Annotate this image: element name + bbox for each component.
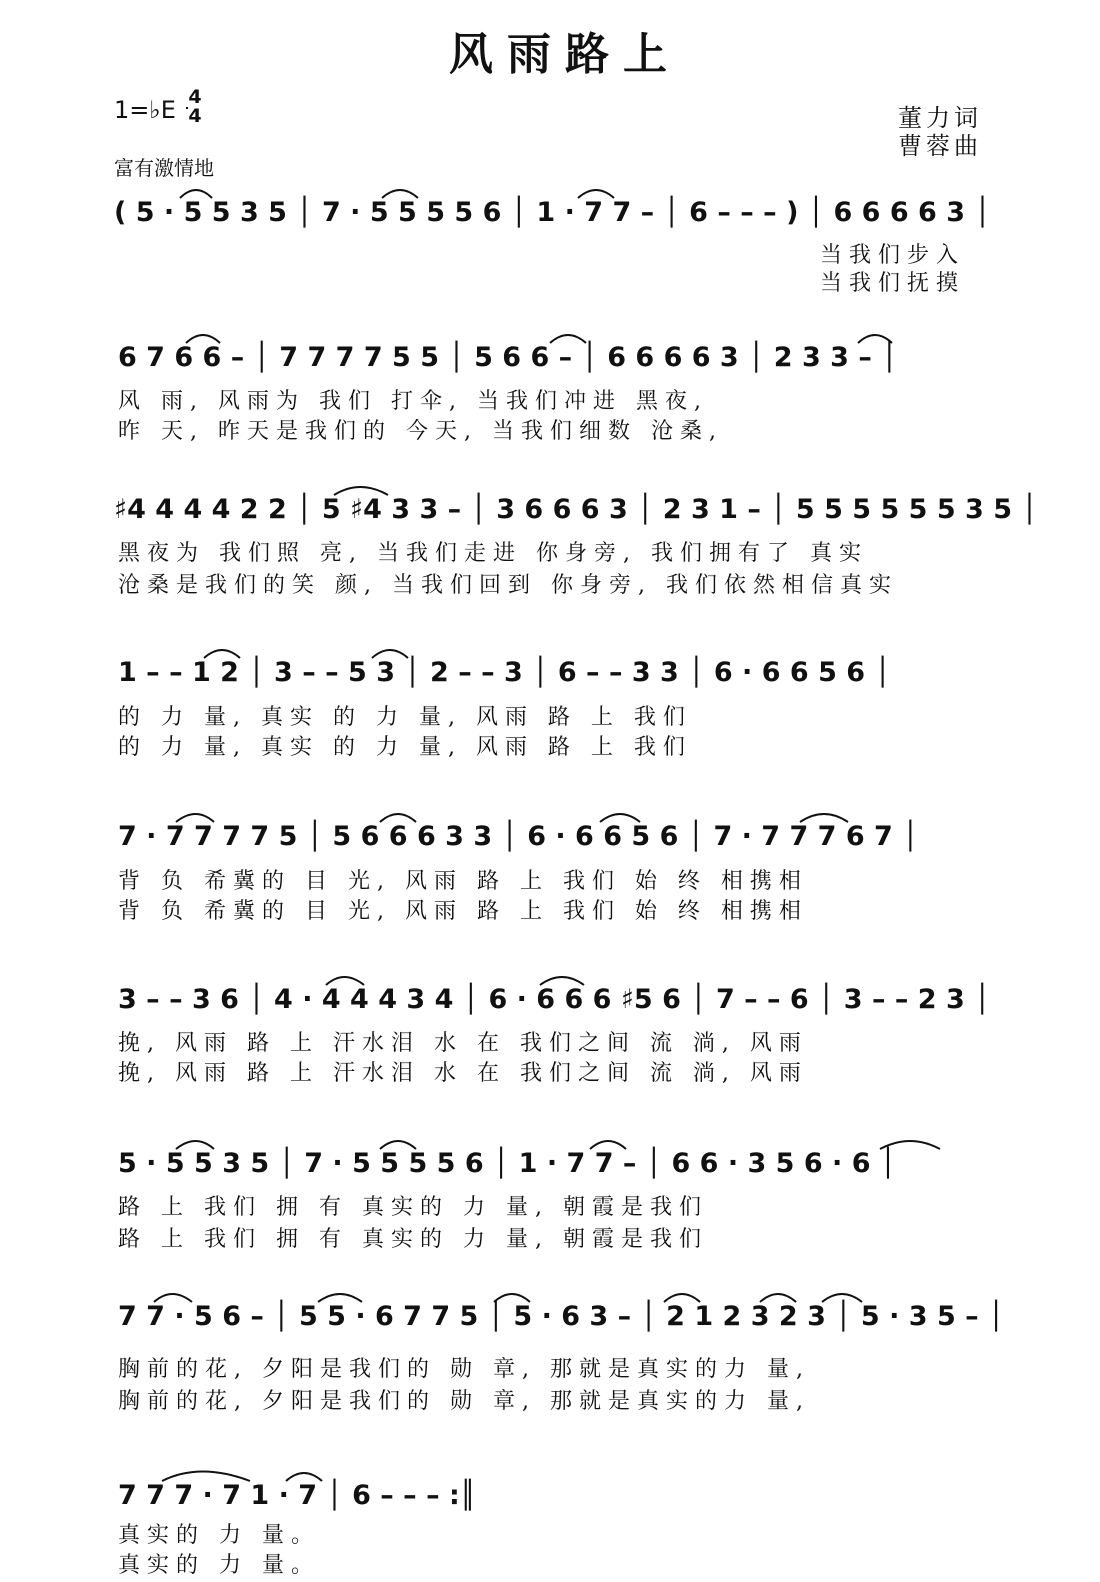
lyrics-verse1-line-2: 风 雨, 风雨为 我们 打伞, 当我们冲进 黑夜, <box>118 389 708 414</box>
lyrics-verse2-line-8: 胸前的花, 夕阳是我们的 勋 章, 那就是真实的力 量, <box>118 1389 810 1414</box>
lyrics-verse2-line-5: 背 负 希冀的 目 光, 风雨 路 上 我们 始 终 相携相 <box>118 899 808 924</box>
lyrics-verse2-line-4: 的 力 量, 真实 的 力 量, 风雨 路 上 我们 <box>118 735 692 760</box>
lyrics-verse1-line-6: 挽, 风雨 路 上 汗水泪 水 在 我们之间 流 淌, 风雨 <box>118 1031 808 1056</box>
tempo-marking: 富有激情地 <box>114 156 214 180</box>
lyrics-verse1-line-9: 真实的 力 量。 <box>118 1523 320 1548</box>
lyrics-verse2-line-2: 昨 天, 昨天是我们的 今天, 当我们细数 沧桑, <box>118 419 723 444</box>
lyricist: 董力词 <box>898 104 982 132</box>
lyrics-verse1-line-7: 路 上 我们 拥 有 真实的 力 量, 朝霞是我们 <box>118 1195 708 1220</box>
lyrics-verse2-line-6: 挽, 风雨 路 上 汗水泪 水 在 我们之间 流 淌, 风雨 <box>118 1061 808 1086</box>
composer: 曹蓉曲 <box>898 132 982 160</box>
notation-line-1: ( 5 · 5 5 3 5 │ 7 · 5 5 5 5 6 │ 1 · 7 7 – │ 6 – – – ) │ 6 6 6 6 3 │ <box>114 197 991 228</box>
notation-line-4: 1 – – 1 2 │ 3 – – 5 3 │ 2 – – 3 │ 6 – – 3 3 │ 6 · 6 6 5 6 │ <box>118 657 891 688</box>
notation-line-8: 7 7 · 5 6 – │ 5 5 · 6 7 7 5 │ 5 · 6 3 – │ 2 1 2 3 2 3 │ 5 · 3 5 – │ <box>118 1301 1005 1332</box>
song-title: 风雨路上 <box>449 29 681 80</box>
notation-line-6: 3 – – 3 6 │ 4 · 4 4 4 3 4 │ 6 · 6 6 6 ♯5 6 │ 7 – – 6 │ 3 – – 2 3 │ <box>118 984 991 1015</box>
lyrics-verse2-line-9: 真实的 力 量。 <box>118 1553 320 1578</box>
notation-line-3: ♯4 4 4 4 2 2 │ 5 ♯4 3 3 – │ 3 6 6 6 3 │ 2 3 1 – │ 5 5 5 5 5 5 3 5 │ <box>114 494 1038 525</box>
lyrics-verse1-line-4: 的 力 量, 真实 的 力 量, 风雨 路 上 我们 <box>118 705 692 730</box>
lyrics-verse2-line-3: 沧桑是我们的笑 颜, 当我们回到 你身旁, 我们依然相信真实 <box>118 573 898 598</box>
lyrics-verse1-line-8: 胸前的花, 夕阳是我们的 勋 章, 那就是真实的力 量, <box>118 1357 810 1382</box>
lyrics-verse1-line-1: 当我们步入 <box>820 243 966 268</box>
lyrics-verse1-line-5: 背 负 希冀的 目 光, 风雨 路 上 我们 始 终 相携相 <box>118 869 808 894</box>
notation-line-9: 7 7 7 · 7 1 · 7 │ 6 – – – :║ <box>118 1480 477 1511</box>
lyrics-verse2-line-7: 路 上 我们 拥 有 真实的 力 量, 朝霞是我们 <box>118 1227 708 1252</box>
key-signature: 1=♭E <box>114 96 176 124</box>
meter-top: 4 <box>188 86 202 108</box>
meter-bottom: 4 <box>188 105 202 127</box>
notation-line-5: 7 · 7 7 7 7 5 │ 5 6 6 6 3 3 │ 6 · 6 6 5 6 │ 7 · 7 7 7 6 7 │ <box>118 821 919 852</box>
lyrics-verse1-line-3: 黑夜为 我们照 亮, 当我们走进 你身旁, 我们拥有了 真实 <box>118 541 868 566</box>
lyrics-verse2-line-1: 当我们抚摸 <box>820 271 966 296</box>
notation-line-7: 5 · 5 5 3 5 │ 7 · 5 5 5 5 6 │ 1 · 7 7 – │ 6 6 · 3 5 6 · 6 │ <box>118 1148 897 1179</box>
notation-line-2: 6 7 6 6 – │ 7 7 7 7 5 5 │ 5 6 6 – │ 6 6 6 6 3 │ 2 3 3 – │ <box>118 342 898 373</box>
